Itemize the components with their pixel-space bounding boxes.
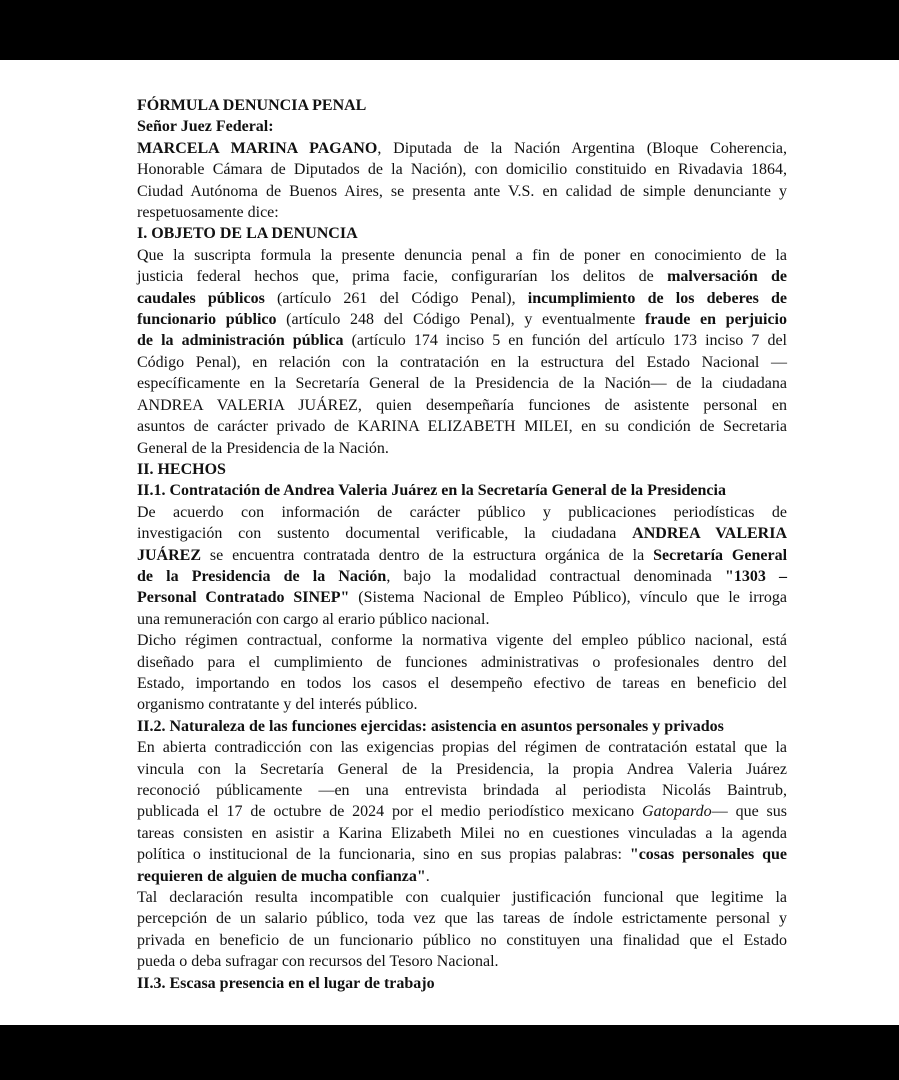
paragraph-naturaleza: En abierta contradicción con las exigencias propias del régimen de contratación estatal que la vincula con la Secretaría General de la Presidencia, la propia Andrea Valeria Juárez reconoció públicamente —en una entrevista brindada al periodista Nicolás Baintrub, publicada el 17 de octubre de 2024 por el medio periodístico mexicano Gatopardo— que sus tareas consisten en asistir a Karina Elizabeth Milei no en cuestiones vinculadas a la agenda política o institucional de la funcionaria, sino en sus propias palabras: "cosas personales que requieren de alguien de mucha confianza". bbox=[137, 739, 787, 885]
section-heading-hechos: II. HECHOS bbox=[137, 460, 226, 478]
paragraph-contratacion: De acuerdo con información de carácter público y publicaciones periodísticas de investigación con sustento documental verificable, la ciudadana ANDREA VALERIA JUÁREZ se encuentra contratada dentro de la estructura orgánica de la Secretaría General de la Presidencia de la Nación, bajo la modalidad contractual denominada "1303 – Personal Contratado SINEP" (Sistema Nacional de Empleo Público), vínculo que le irroga una remuneración con cargo al erario público nacional. bbox=[137, 503, 788, 628]
paragraph-regimen: Dicho régimen contractual, conforme la normativa vigente del empleo público nacional, está diseñado para el cumplimiento de funciones administrativas o profesionales dentro del Estado, importando en todos los casos el desempeño efectivo de tareas en beneficio del organismo contratante y del interés público. bbox=[137, 632, 787, 714]
section-objeto-paragraph: Que la suscripta formula la presente denuncia penal a fin de poner en conocimiento de la justicia federal hechos que, prima facie, configurarían los delitos de malversación de caudales públicos (artículo 261 del Código Penal), incumplimiento de los deberes de funcionario público (artículo 248 del Código Penal), y eventualmente fraude en perjuicio de la administración pública (artículo 174 inciso 5 en función del artículo 173 inciso 7 del Código Penal), en relación con la contratación en la estructura del Estado Nacional — específicamente en la Secretaría General de la Presidencia de la Nación— de la ciudadana ANDREA VALERIA JUÁREZ, quien desempeñaría funciones de asistente personal en asuntos de carácter privado de KARINA ELIZABETH MILEI, en su condición de Secretaria General de la Presidencia de la Nación. bbox=[137, 246, 788, 457]
subsection-heading-naturaleza: II.2. Naturaleza de las funciones ejercidas: asistencia en asuntos personales y privados bbox=[137, 717, 724, 735]
document-title: FÓRMULA DENUNCIA PENAL bbox=[137, 97, 367, 114]
document-body bbox=[137, 95, 787, 994]
paragraph-incompatibilidad: Tal declaración resulta incompatible con cualquier justificación funcional que legitime la percepción de un salario público, toda vez que las tareas de índole estrictamente personal y privada en beneficio de un funcionario público no constituyen una finalidad que el Estado pueda o deba sufragar con recursos del Tesoro Nacional. bbox=[137, 889, 787, 971]
section-heading-objeto: I. OBJETO DE LA DENUNCIA bbox=[137, 225, 358, 243]
subsection-heading-presencia: II.3. Escasa presencia en el lugar de trabajo bbox=[137, 974, 435, 992]
addressee: Señor Juez Federal: bbox=[137, 118, 274, 136]
document-page bbox=[0, 60, 899, 1025]
subsection-heading-contratacion: II.1. Contratación de Andrea Valeria Juárez en la Secretaría General de la Presidencia bbox=[137, 482, 726, 500]
intro-paragraph: MARCELA MARINA PAGANO, Diputada de la Nación Argentina (Bloque Coherencia, Honorable Cámara de Diputados de la Nación), con domicilio constituido en Rivadavia 1864, Ciudad Autónoma de Buenos Aires, se presenta ante V.S. en calidad de simple denunciante y respetuosamente dice: bbox=[137, 139, 788, 222]
